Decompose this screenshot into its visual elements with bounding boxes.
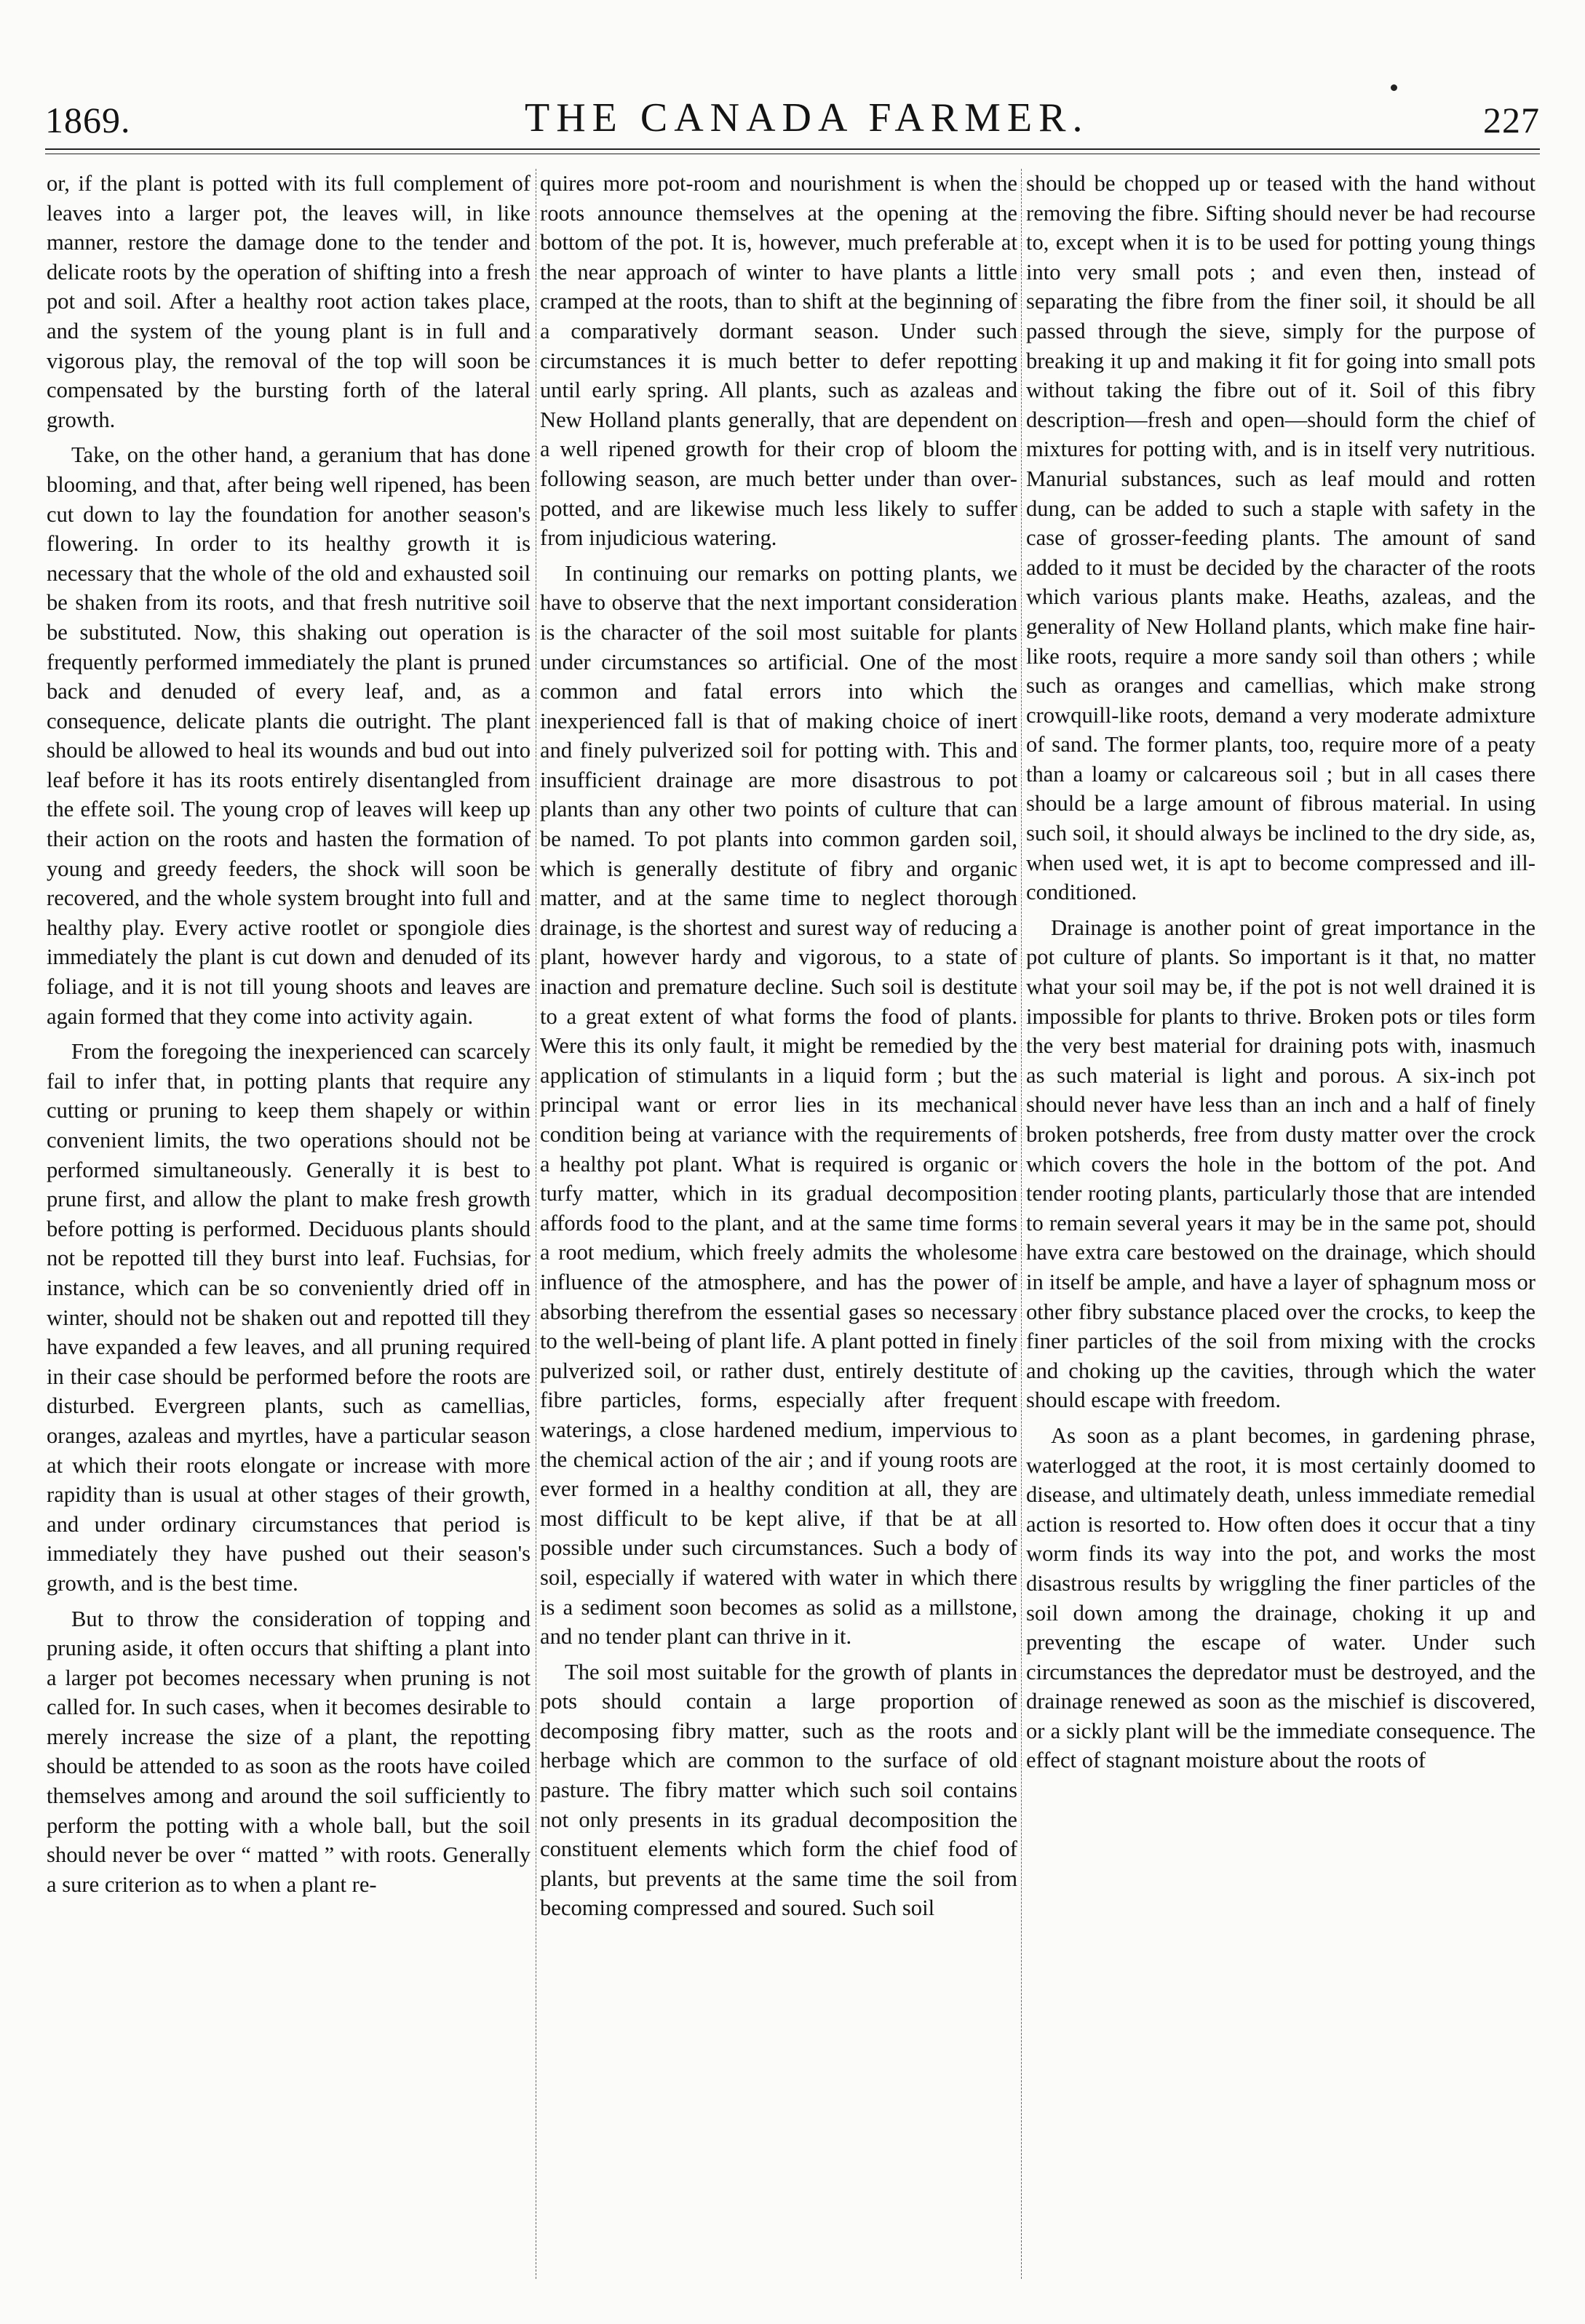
page-header [45, 89, 1540, 141]
paragraph: In continuing our remarks on potting plants, we have to observe that the next important consideration is the character of the soil most suitable for plants under circumstances so artificial. One of the most common and fatal errors into which the inexperienced fall is that of making choice of inert and finely pulverized soil for potting with. This and insufficient drainage are more disastrous to pot plants than any other two points of culture that can be named. To pot plants into common garden soil, which is generally destitute of fibry and organic matter, and at the same time to neglect thorough drainage, is the shortest and surest way of reducing a plant, however hardy and vigorous, to a state of inaction and premature decline. Such soil is destitute to a great extent of what forms the food of plants. Were this its only fault, it might be remedied by the application of stimulants in a liquid form ; but the principal want or error lies in its mechanical condition being at variance with the requirements of a healthy pot plant. What is required is organic or turfy matter, which in its gradual decomposition affords food to the plant, and at the same time forms a root medium, which freely admits the wholesome influence of the atmosphere, and has the power of absorbing therefrom the essential gases so necessary to the well-being of plant life. A plant potted in finely pulverized soil, or rather dust, entirely destitute of fibre particles, forms, especially after frequent waterings, a close hardened medium, impervious to the chemical action of the air ; and if young roots are ever formed in a healthy condition at all, they are most difficult to be kept alive, if that be at all possible under such circumstances. Such a body of soil, especially if watered with water in which there is a sediment soon becomes as solid as a millstone, and no tender plant can thrive in it. [540, 560, 1017, 1650]
text-column-1 [47, 169, 531, 2279]
column-divider [1021, 169, 1022, 2279]
paragraph: But to throw the consideration of topping and pruning aside, it often occurs that shifting a plant into a larger pot becomes necessary when pruning is not called for. In such cases, when it becomes desirable to merely increase the size of a plant, the repotting should be attended to as soon as the roots have coiled themselves among and around the soil sufficiently to perform the potting with a whole ball, but the soil should never be over “ matted ” with roots. Generally a sure criterion as to when a plant re- [47, 1606, 531, 1897]
paragraph: quires more pot-room and nourishment is when the roots announce themselves at the opening at the bottom of the pot. It is, however, much preferable at the near approach of winter to have plants a little cramped at the roots, than to shift at the beginning of a comparatively dormant season. Under such circumstances it is much better to defer repotting until early spring. All plants, such as azaleas and New Holland plants generally, that are dependent on a well ripened growth for their crop of bloom the following season, are much better under than over-potted, and are likewise much less likely to suffer from injudicious watering. [540, 171, 1017, 551]
paragraph: As soon as a plant becomes, in gardening phrase, waterlogged at the root, it is most certainly doomed to disease, and ultimately death, unless immediate remedial action is resorted to. How often does it occur that a tiny worm finds its way into the pot, and works the most disastrous results by wriggling the finer particles of the soil down among the drainage, choking it up and preventing the escape of water. Under such circumstances the depredator must be destroyed, and the drainage renewed as soon as the mischief is discovered, or a sickly plant will be the immediate consequence. The effect of stagnant moisture about the roots of [1026, 1422, 1536, 1773]
text-column-3 [1026, 169, 1536, 2279]
paragraph: From the foregoing the inexperienced can scarcely fail to infer that, in potting plants that require any cutting or pruning to keep them shapely or within convenient limits, the two operations should not be performed simultaneously. Generally it is best to prune first, and allow the plant to make fresh growth before potting is performed. Deciduous plants should not be repotted till they burst into leaf. Fuchsias, for instance, which can be so conveniently dried off in winter, should not be shaken out and repotted till they have expanded a few leaves, and all pruning required in their case should be performed before the roots are disturbed. Evergreen plants, such as camellias, oranges, azaleas and myrtles, have a particular season at which their roots elongate or increase with more rapidity than is usual at other stages of their growth, and under ordinary circumstances that period is immediately they have pushed out their season's growth, and is the best time. [47, 1039, 531, 1596]
header-page-number: 227 [1483, 100, 1540, 140]
header-title: THE CANADA FARMER. [525, 95, 1089, 140]
header-rule [45, 148, 1540, 150]
paragraph: Take, on the other hand, a geranium that has done blooming, and that, after being well ripened, has been cut down to lay the foundation for another season's flowering. In order to its healthy growth it is necessary that the whole of the old and exhausted soil be shaken from its roots, and that fresh nutritive soil be substituted. Now, this shaking out operation is frequently performed immediately the plant is pruned back and denuded of every leaf, and, as a consequence, delicate plants die outright. The plant should be allowed to heal its wounds and bud out into leaf before it has its roots entirely disentangled from the effete soil. The young crop of leaves will keep up their action on the roots and hasten the formation of young and greedy feeders, the shock will soon be recovered, and the whole system brought into full and healthy play. Every active rootlet or spongiole dies immediately the plant is cut down and denuded of its foliage, and it is not till young shoots and leaves are again formed that they come into activity again. [47, 442, 531, 1029]
paragraph: or, if the plant is potted with its full complement of leaves into a larger pot, the leaves will, in like manner, restore the damage done to the tender and delicate roots by the operation of shifting into a fresh pot and soil. After a healthy root action takes place, and the system of the young plant is in full and vigorous play, the removal of the top will soon be compensated by the bursting forth of the lateral growth. [47, 171, 531, 432]
paragraph: Drainage is another point of great importance in the pot culture of plants. So important is it that, no matter what your soil may be, if the pot is not well drained it is impossible for plants to thrive. Broken pots or tiles form the very best material for draining pots with, inasmuch as such material is light and porous. A six-inch pot should never have less than an inch and a half of finely broken potsherds, free from dusty matter over the crock which covers the hole in the bottom of the pot. And tender rooting plants, particularly those that are intended to remain several years it may be in the same pot, should have extra care bestowed on the drainage, which should in itself be ample, and have a layer of sphagnum moss or other fibry substance placed over the crocks, to keep the finer particles of the soil from mixing with the crocks and choking up the cavities, through which the water should escape with freedom. [1026, 915, 1536, 1413]
text-column-2 [540, 169, 1017, 2279]
paragraph: should be chopped up or teased with the hand without removing the fibre. Sifting should never be had recourse to, except when it is to be used for potting young things into very small pots ; and even then, instead of separating the fibre from the finer soil, it should be all passed through the sieve, simply for the purpose of breaking it up and making it fit for going into small pots without taking the fibre out of it. Soil of this fibry description—fresh and open—should form the chief of mixtures for potting with, and is in itself very nutritious. Manurial substances, such as leaf mould and rotten dung, can be added to such a staple with safety in the case of grosser-feeding plants. The amount of sand added to it must be decided by the character of the roots which various plants make. Heaths, azaleas, and the generality of New Holland plants, which make fine hair-like roots, require a more sandy soil than others ; while such as oranges and camellias, which make strong crowquill-like roots, demand a very moderate admixture of sand. The former plants, too, require more of a peaty than a loamy or calcareous soil ; but in all cases there should be a large amount of fibrous material. In using such soil, it should always be inclined to the dry side, as, when used wet, it is apt to become compressed and ill-conditioned. [1026, 171, 1536, 905]
header-year: 1869. [45, 100, 131, 140]
paragraph: The soil most suitable for the growth of plants in pots should contain a large proportion of decomposing fibry matter, such as the roots and herbage which are common to the surface of old pasture. The fibry matter which such soil contains not only presents in its gradual decomposition the constituent elements which form the chief food of plants, but prevents at the same time the soil from becoming compressed and soured. Such soil [540, 1659, 1017, 1921]
